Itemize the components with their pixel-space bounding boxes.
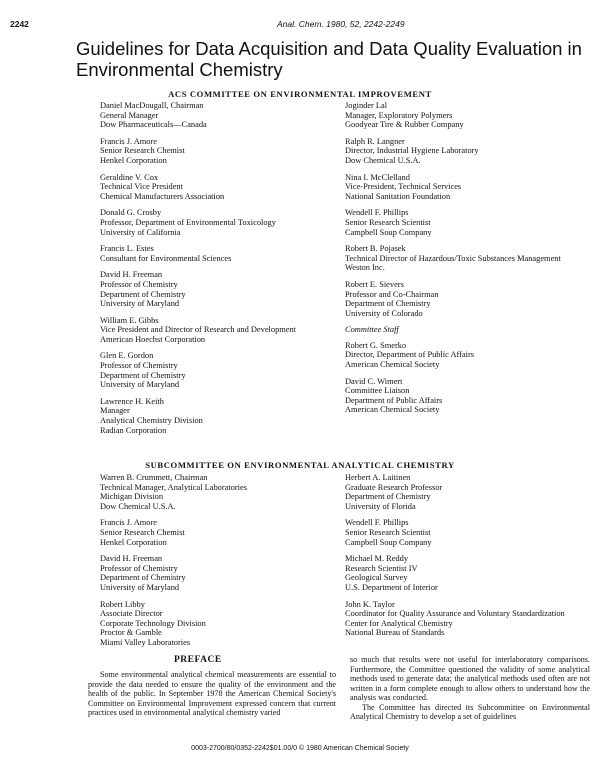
member-affiliation-line: Analytical Chemistry Division [100, 416, 203, 426]
committee-left-column [100, 101, 330, 442]
member-affiliation-line: Dow Chemical U.S.A. [100, 501, 176, 511]
member-name: David H. Freeman [100, 270, 163, 280]
member-affiliation-line: U.S. Department of Interior [345, 582, 438, 592]
member-affiliation-line: Henkel Corporation [100, 155, 167, 165]
member-affiliation-line: Professor of Chemistry [100, 361, 178, 371]
member-name: Lawrence H. Keith [100, 396, 164, 406]
member-name: Robert E. Sievers [345, 279, 404, 289]
member-entry [100, 270, 330, 308]
member-name: David C. Wimert [345, 376, 403, 386]
member-affiliation-line: Committee Liaison [345, 386, 410, 396]
member-entry [100, 473, 330, 511]
member-entry [345, 554, 590, 592]
page-number: 2242 [10, 19, 29, 29]
member-name: Ralph R. Langner [345, 136, 405, 146]
member-affiliation-line: Radian Corporation [100, 425, 167, 435]
journal-citation: Anal. Chem. 1980, 52, 2242-2249 [277, 19, 405, 29]
member-affiliation-line: Goodyear Tire & Rubber Company [345, 120, 464, 130]
subcommittee-left-column [100, 473, 330, 655]
member-affiliation-line: Technical Director of Hazardous/Toxic Substances Management [345, 253, 561, 263]
member-affiliation-line: University of California [100, 227, 181, 237]
member-affiliation-line: General Manager [100, 110, 159, 120]
member-affiliation-line: Henkel Corporation [100, 537, 167, 547]
member-affiliation-line: Senior Research Scientist [345, 527, 431, 537]
member-entry [345, 280, 590, 318]
member-entry [100, 173, 330, 202]
member-entry [100, 554, 330, 592]
member-affiliation-line: Campbell Soup Company [345, 537, 432, 547]
member-entry [345, 101, 590, 130]
member-affiliation-line: Miami Valley Laboratories [100, 637, 191, 647]
member-name: Joginder Lal [345, 101, 388, 110]
member-entry [100, 351, 330, 389]
member-name: Glen E. Gordon [100, 351, 154, 361]
member-name: John K. Taylor [345, 599, 395, 609]
member-name: Francis L. Estes [100, 244, 154, 254]
member-affiliation-line: Director, Industrial Hygiene Laboratory [345, 146, 479, 156]
member-affiliation-line: University of Maryland [100, 299, 180, 309]
member-affiliation-line: National Sanitation Foundation [345, 191, 451, 201]
member-entry [345, 377, 590, 415]
committee-heading: ACS COMMITTEE ON ENVIRONMENTAL IMPROVEMENT [168, 89, 432, 99]
member-name: Herbert A. Laitinen [345, 473, 411, 482]
member-affiliation-line: National Bureau of Standards [345, 628, 445, 638]
member-entry [345, 600, 590, 638]
member-affiliation-line: University of Maryland [100, 582, 180, 592]
member-affiliation-line: University of Maryland [100, 380, 180, 390]
preface-left-column [88, 670, 336, 718]
member-entry [345, 518, 590, 547]
member-affiliation-line: Geological Survey [345, 573, 408, 583]
member-name: Nina I. McClelland [345, 172, 410, 182]
preface-right-column [350, 655, 590, 722]
member-affiliation-line: Director, Department of Public Affairs [345, 350, 475, 360]
member-affiliation-line: Senior Research Chemist [100, 527, 185, 537]
member-name: Donald G. Crosby [100, 208, 162, 218]
member-affiliation-line: Campbell Soup Company [345, 227, 432, 237]
member-affiliation-line: Department of Chemistry [345, 492, 431, 502]
member-entry [345, 208, 590, 237]
member-name: David H. Freeman [100, 554, 163, 564]
member-name: Geraldine V. Cox [100, 172, 159, 182]
subcommittee-heading: SUBCOMMITTEE ON ENVIRONMENTAL ANALYTICAL CHEMISTRY [145, 460, 455, 470]
member-entry [100, 137, 330, 166]
member-entry [100, 101, 330, 130]
member-affiliation-line: Manager, Exploratory Polymers [345, 110, 453, 120]
member-affiliation-line: Technical Vice President [100, 182, 183, 192]
member-name: Wendell F. Phillips [345, 518, 409, 528]
member-entry [100, 518, 330, 547]
member-affiliation-line: Consultant for Environmental Sciences [100, 253, 232, 263]
member-affiliation-line: University of Colorado [345, 308, 423, 318]
member-affiliation-line: Vice President and Director of Research and Development [100, 325, 297, 335]
member-affiliation-line: Manager [100, 406, 130, 416]
member-name: Francis J. Amore [100, 136, 157, 146]
member-affiliation-line: Weston Inc. [345, 263, 385, 273]
member-name: Robert B. Pojasek [345, 244, 406, 254]
member-affiliation-line: Dow Chemical U.S.A. [345, 155, 421, 165]
member-affiliation-line: Graduate Research Professor [345, 482, 443, 492]
member-affiliation-line: Department of Chemistry [100, 573, 186, 583]
preface-heading: PREFACE [174, 655, 222, 665]
member-name: Wendell F. Phillips [345, 208, 409, 218]
copyright-footer: 0003-2700/80/0352-2242$01.00/0 © 1980 American Chemical Society [191, 745, 409, 752]
member-name: Francis J. Amore [100, 518, 157, 528]
member-affiliation-line: Coordinator for Quality Assurance and Voluntary Standardization [345, 609, 565, 619]
member-entry [100, 316, 330, 345]
preface-paragraph-2: The Committee has directed its Subcommittee on Environmental Analytical Chemistry to develop a set of guidelines [350, 702, 590, 721]
member-name: Michael M. Reddy [345, 554, 409, 564]
member-affiliation-line: University of Florida [345, 501, 416, 511]
member-affiliation-line: Department of Chemistry [100, 289, 186, 299]
member-entry [345, 173, 590, 202]
member-affiliation-line: Department of Public Affairs [345, 395, 443, 405]
member-entry [345, 341, 590, 370]
member-affiliation-line: Department of Chemistry [345, 299, 431, 309]
member-affiliation-line: American Hoechst Corporation [100, 334, 206, 344]
member-affiliation-line: Professor and Co-Chairman [345, 289, 439, 299]
member-entry [345, 137, 590, 166]
member-name: Daniel MacDougall, Chairman [100, 101, 204, 110]
member-entry [100, 244, 330, 263]
member-affiliation-line: Associate Director [100, 609, 163, 619]
committee-right-column [345, 101, 590, 422]
member-affiliation-line: Dow Pharmaceuticals—Canada [100, 120, 207, 130]
member-entry [100, 208, 330, 237]
member-affiliation-line: Senior Research Chemist [100, 146, 185, 156]
member-affiliation-line: Michigan Division [100, 492, 164, 502]
preface-paragraph-1-continued: so much that results were not useful for interlaboratory comparisons. Furthermore, the Committee questioned the validity of some analytical methods used to generate data; the analytical methods used often are not written in a form complete enough to allow others to understand how the analysis was conducted. [350, 655, 590, 702]
running-header [10, 19, 588, 31]
member-affiliation-line: Corporate Technology Division [100, 618, 206, 628]
committee-staff-label: Committee Staff [345, 325, 399, 335]
member-affiliation-line: Department of Chemistry [100, 370, 186, 380]
member-affiliation-line: Professor, Department of Environmental Toxicology [100, 217, 276, 227]
member-affiliation-line: Professor of Chemistry [100, 563, 178, 573]
member-affiliation-line: Technical Manager, Analytical Laboratories [100, 482, 247, 492]
member-entry [345, 473, 590, 511]
member-affiliation-line: Center for Analytical Chemistry [345, 618, 453, 628]
member-entry [345, 244, 590, 273]
member-name: Warren B. Crummett, Chairman [100, 473, 208, 482]
article-title: Guidelines for Data Acquisition and Data Quality Evaluation in Environmental Chemistry [76, 38, 582, 80]
member-affiliation-line: Senior Research Scientist [345, 217, 431, 227]
member-entry [100, 397, 330, 435]
member-name: Robert Libby [100, 599, 145, 609]
member-name: William E. Gibbs [100, 315, 159, 325]
member-affiliation-line: Professor of Chemistry [100, 279, 178, 289]
subcommittee-right-column [345, 473, 590, 645]
preface-paragraph-1: Some environmental analytical chemical measurements are essential to provide the data needed to ensure the quality of the environment and the health of the public. In September 1978 the American Chemical Society's Committee on Environmental Improvement expressed concern that current practices used in environmental analytical chemistry varied [88, 670, 336, 717]
member-affiliation-line: American Chemical Society [345, 360, 440, 370]
member-affiliation-line: Research Scientist IV [345, 563, 418, 573]
member-entry [100, 600, 330, 648]
member-affiliation-line: Vice-President, Technical Services [345, 182, 462, 192]
member-affiliation-line: Chemical Manufacturers Association [100, 191, 225, 201]
member-affiliation-line: American Chemical Society [345, 405, 440, 415]
member-name: Robert G. Smerko [345, 340, 407, 350]
member-affiliation-line: Proctor & Gamble [100, 628, 162, 638]
